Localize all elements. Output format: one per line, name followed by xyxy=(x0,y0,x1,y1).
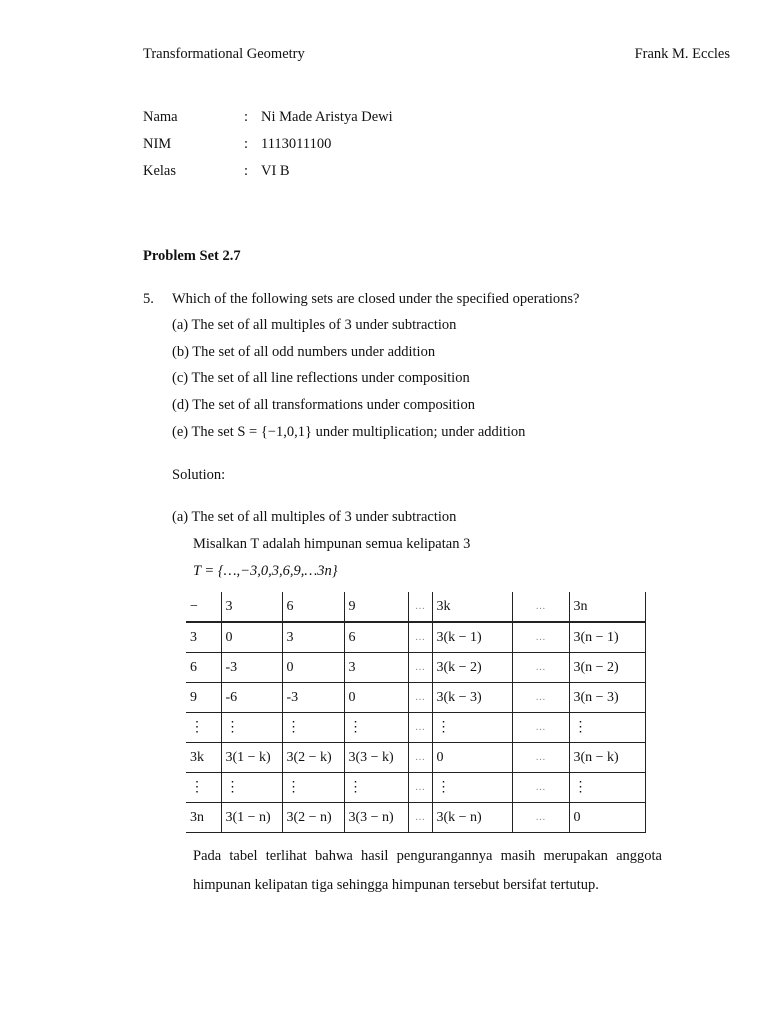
table-cell: … xyxy=(408,622,432,653)
table-cell: ⋮ xyxy=(282,773,344,803)
table-cell: … xyxy=(512,592,569,622)
table-cell: 3(n − k) xyxy=(569,743,645,773)
table-cell: … xyxy=(408,743,432,773)
table-header-row xyxy=(186,592,645,622)
table-cell: 0 xyxy=(221,622,282,653)
problem-item-c: (c) The set of all line reflections under composition xyxy=(172,370,470,386)
table-cell: 3(n − 3) xyxy=(569,683,645,713)
table-cell: 3k xyxy=(432,592,512,622)
table-cell: 9 xyxy=(186,683,221,713)
problem-item-a: (a) The set of all multiples of 3 under subtraction xyxy=(172,317,457,333)
table-cell: … xyxy=(408,713,432,743)
identity-colon: : xyxy=(244,136,249,152)
table-cell: 3(k − 2) xyxy=(432,653,512,683)
identity-label: Kelas xyxy=(143,163,177,179)
table-cell: … xyxy=(408,653,432,683)
solution-label: Solution: xyxy=(172,467,226,483)
table-row xyxy=(186,803,645,833)
table-cell: 3(n − 2) xyxy=(569,653,645,683)
table-cell: ⋮ xyxy=(186,713,221,743)
table-cell: 9 xyxy=(344,592,408,622)
table-row xyxy=(186,773,645,803)
table-cell: ⋮ xyxy=(221,713,282,743)
table-cell: … xyxy=(512,773,569,803)
table-cell: 3(2 − n) xyxy=(282,803,344,833)
table-cell: 3 xyxy=(344,653,408,683)
solution-conclusion: Pada tabel terlihat bahwa hasil pengurangannya masih merupakan anggota himpunan kelipatan tiga sehingga himpunan tersebut bersifat tertutup. xyxy=(193,848,662,893)
table-cell: … xyxy=(408,683,432,713)
identity-colon: : xyxy=(244,109,249,125)
problem-item-b: (b) The set of all odd numbers under addition xyxy=(172,344,436,360)
identity-label: Nama xyxy=(143,109,178,125)
identity-colon: : xyxy=(244,163,249,179)
table-cell: 3(k − 1) xyxy=(432,622,512,653)
table-row xyxy=(186,713,645,743)
solution-part-a-title: (a) The set of all multiples of 3 under subtraction xyxy=(172,509,457,525)
identity-value: Ni Made Aristya Dewi xyxy=(261,109,393,125)
table-row xyxy=(186,683,645,713)
problem-number: 5. xyxy=(143,291,154,307)
table-cell: … xyxy=(408,803,432,833)
table-cell: 3(k − 3) xyxy=(432,683,512,713)
table-cell: 3(3 − k) xyxy=(344,743,408,773)
table-cell: ⋮ xyxy=(344,773,408,803)
table-cell: ⋮ xyxy=(432,713,512,743)
table-cell: − xyxy=(186,592,221,622)
table-cell: 3(1 − n) xyxy=(221,803,282,833)
table-cell: 3(1 − k) xyxy=(221,743,282,773)
table-row xyxy=(186,622,645,653)
table-cell: 0 xyxy=(432,743,512,773)
table-cell: … xyxy=(512,713,569,743)
table-cell: 3(3 − n) xyxy=(344,803,408,833)
table-cell: ⋮ xyxy=(282,713,344,743)
table-row xyxy=(186,653,645,683)
table-cell: 6 xyxy=(186,653,221,683)
table-cell: 3k xyxy=(186,743,221,773)
table-cell: 6 xyxy=(344,622,408,653)
table-cell: 3n xyxy=(569,592,645,622)
subtraction-table xyxy=(186,592,646,833)
document-title: Transformational Geometry xyxy=(143,46,305,62)
table-cell: ⋮ xyxy=(344,713,408,743)
table-cell: 3 xyxy=(221,592,282,622)
table-cell: … xyxy=(512,653,569,683)
table-cell: ⋮ xyxy=(432,773,512,803)
table-cell: 3(k − n) xyxy=(432,803,512,833)
table-cell: 3(n − 1) xyxy=(569,622,645,653)
document-author: Frank M. Eccles xyxy=(634,46,730,62)
table-cell: 3n xyxy=(186,803,221,833)
table-cell: -3 xyxy=(282,683,344,713)
table-cell: ⋮ xyxy=(221,773,282,803)
problem-set-heading: Problem Set 2.7 xyxy=(143,248,241,264)
table-cell: 3(2 − k) xyxy=(282,743,344,773)
table-cell: -6 xyxy=(221,683,282,713)
table-cell: … xyxy=(512,803,569,833)
table-cell: … xyxy=(512,743,569,773)
table-cell: ⋮ xyxy=(186,773,221,803)
table-cell: -3 xyxy=(221,653,282,683)
table-cell: 0 xyxy=(344,683,408,713)
identity-value: VI B xyxy=(261,163,290,179)
table-cell: 0 xyxy=(569,803,645,833)
table-cell: 3 xyxy=(186,622,221,653)
table-cell: 0 xyxy=(282,653,344,683)
identity-label: NIM xyxy=(143,136,172,152)
table-cell: … xyxy=(408,773,432,803)
problem-question: Which of the following sets are closed under the specified operations? xyxy=(172,291,580,307)
table-cell: … xyxy=(512,622,569,653)
table-cell: … xyxy=(512,683,569,713)
table-cell: ⋮ xyxy=(569,773,645,803)
set-definition: T = {…,−3,0,3,6,9,…3n} xyxy=(193,563,338,579)
problem-item-e: (e) The set S = {−1,0,1} under multiplication; under addition xyxy=(172,424,526,440)
identity-value: 1113011100 xyxy=(261,136,332,152)
problem-item-d: (d) The set of all transformations under composition xyxy=(172,397,475,413)
table-row xyxy=(186,743,645,773)
table-cell: 6 xyxy=(282,592,344,622)
solution-intro: Misalkan T adalah himpunan semua kelipatan 3 xyxy=(193,536,471,552)
table-cell: … xyxy=(408,592,432,622)
table-cell: 3 xyxy=(282,622,344,653)
table-cell: ⋮ xyxy=(569,713,645,743)
